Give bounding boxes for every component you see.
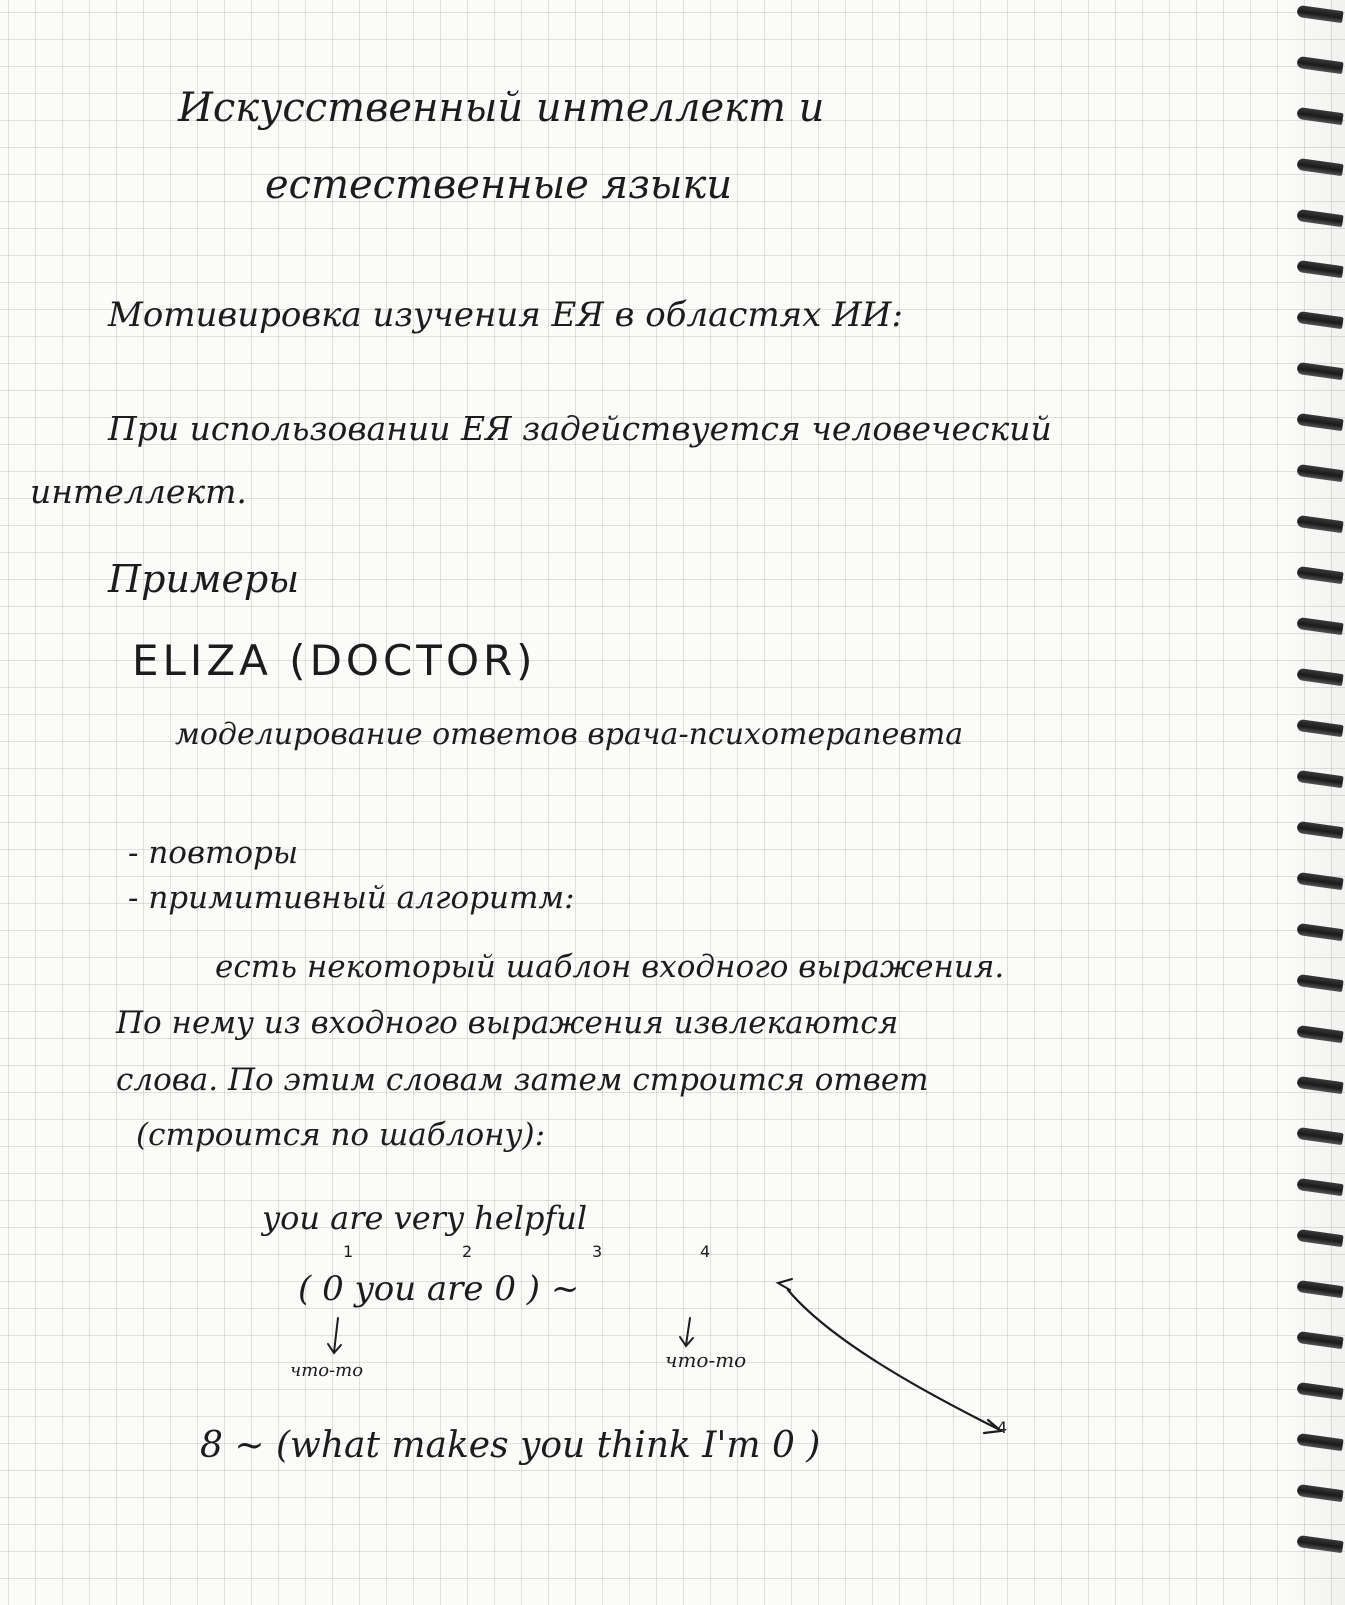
spiral-coil: [1296, 209, 1343, 227]
spiral-coil: [1296, 1433, 1343, 1451]
index-4: 4: [700, 1242, 711, 1261]
spiral-coil: [1296, 311, 1343, 329]
spiral-coil: [1296, 617, 1343, 635]
placeholder-right: что-то: [665, 1348, 747, 1372]
examples-heading: Примеры: [108, 557, 300, 601]
bullet-algorithm: - примитивный алгоритм:: [128, 880, 575, 916]
motivation-text-line-1: При использовании ЕЯ задействуется человеческий: [108, 409, 1052, 448]
index-3: 3: [592, 1242, 603, 1261]
down-arrow-left: [334, 1318, 338, 1352]
spiral-coil: [1296, 1331, 1343, 1349]
spiral-coil: [1296, 464, 1343, 482]
index-2: 2: [462, 1242, 473, 1261]
placeholder-left: что-то: [290, 1360, 364, 1381]
spiral-coil: [1296, 719, 1343, 737]
down-arrow-right: [686, 1318, 690, 1345]
spiral-coil: [1296, 260, 1343, 278]
spiral-coil: [1296, 413, 1343, 431]
motivation-text-line-2: интеллект.: [30, 472, 247, 511]
spiral-coil: [1296, 1535, 1343, 1553]
spiral-coil: [1296, 1076, 1343, 1094]
example-input: you are very helpful: [262, 1199, 588, 1237]
algorithm-text-line-2: По нему из входного выражения извлекаются: [116, 1005, 899, 1041]
spiral-coil: [1296, 1382, 1343, 1400]
algorithm-text-line-4: (строится по шаблону):: [136, 1117, 546, 1153]
response-template: 8 ~ (what makes you think I'm 0 ): [200, 1425, 821, 1466]
down-arrow-right-head: [680, 1337, 693, 1346]
title-line-2: естественные языки: [265, 162, 733, 208]
motivation-heading: Мотивировка изучения ЕЯ в областях ИИ:: [108, 295, 903, 335]
spiral-coil: [1296, 1178, 1343, 1196]
spiral-coil: [1296, 362, 1343, 380]
spiral-coil: [1296, 770, 1343, 788]
title-line-1: Искусственный интеллект и: [178, 85, 825, 131]
spiral-binding: [1287, 0, 1345, 1605]
spiral-coil: [1296, 5, 1343, 23]
spiral-coil: [1296, 872, 1343, 890]
pattern-expression: ( 0 you are 0 ) ~: [298, 1269, 580, 1309]
spiral-coil: [1296, 1280, 1343, 1298]
curved-arrow-tail: [778, 1279, 792, 1290]
eliza-description: моделирование ответов врача-психотерапевта: [175, 717, 964, 752]
algorithm-text-line-3: слова. По этим словам затем строится ответ: [116, 1062, 929, 1098]
down-arrow-left-head: [328, 1344, 341, 1353]
arrow-label: 4: [997, 1418, 1008, 1437]
spiral-coil: [1296, 158, 1343, 176]
spiral-coil: [1296, 923, 1343, 941]
spiral-coil: [1296, 56, 1343, 74]
index-1: 1: [343, 1242, 354, 1261]
spiral-coil: [1296, 1025, 1343, 1043]
algorithm-text-line-1: есть некоторый шаблон входного выражения.: [215, 949, 1005, 985]
spiral-coil: [1296, 1127, 1343, 1145]
spiral-coil: [1296, 107, 1343, 125]
eliza-title: ELIZA (DOCTOR): [132, 636, 537, 685]
bullet-repeats: - повторы: [128, 835, 299, 871]
spiral-coil: [1296, 1484, 1343, 1502]
spiral-coil: [1296, 821, 1343, 839]
spiral-coil: [1296, 974, 1343, 992]
spiral-coil: [1296, 1229, 1343, 1247]
curved-arrow: [788, 1290, 1000, 1430]
spiral-coil: [1296, 668, 1343, 686]
spiral-coil: [1296, 566, 1343, 584]
spiral-coil: [1296, 515, 1343, 533]
